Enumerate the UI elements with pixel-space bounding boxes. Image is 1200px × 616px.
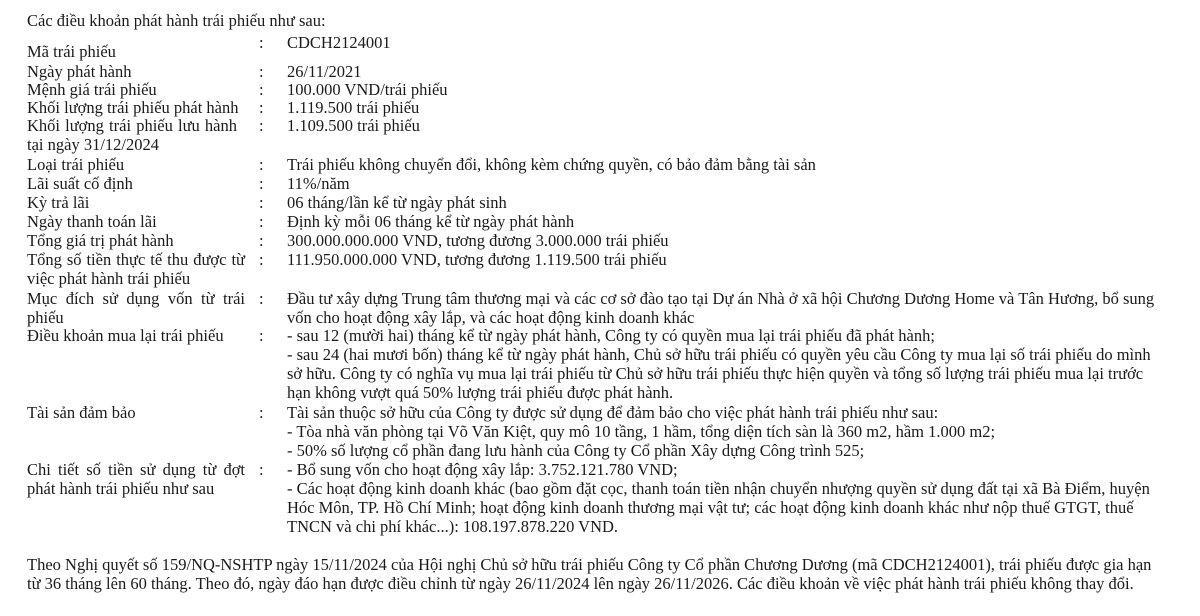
separator: : bbox=[259, 326, 264, 345]
term-label: Ngày thanh toán lãi bbox=[27, 212, 157, 231]
term-label: Loại trái phiếu bbox=[27, 155, 125, 174]
term-value: Đầu tư xây dựng Trung tâm thương mại và các cơ sở đào tạo tại Dự án Nhà ở xã hội Chương Dương Home và Tân Hương, bổ sung vốn cho hoạt động xây lắp, và các hoạt động kinh doanh khác bbox=[287, 289, 1155, 327]
term-label: Kỳ trả lãi bbox=[27, 193, 90, 212]
term-value: 1.119.500 trái phiếu bbox=[287, 98, 420, 117]
term-label: Mã trái phiếu bbox=[27, 42, 116, 61]
term-value: 06 tháng/lần kể từ ngày phát sinh bbox=[287, 193, 507, 212]
term-label: Mệnh giá trái phiếu bbox=[27, 80, 157, 99]
term-value: Định kỳ mỗi 06 tháng kể từ ngày phát hành bbox=[287, 212, 575, 231]
separator: : bbox=[259, 80, 264, 99]
term-value: 300.000.000.000 VND, tương đương 3.000.000 trái phiếu bbox=[287, 231, 669, 250]
term-label: Khối lượng trái phiếu lưu hành tại ngày 31/12/2024 bbox=[27, 116, 237, 154]
separator: : bbox=[259, 250, 264, 269]
intro-heading: Các điều khoản phát hành trái phiếu như sau: bbox=[27, 11, 326, 30]
separator: : bbox=[259, 33, 264, 52]
separator: : bbox=[259, 212, 264, 231]
term-value: 26/11/2021 bbox=[287, 62, 362, 81]
term-value: - sau 12 (mười hai) tháng kể từ ngày phát hành, Công ty có quyền mua lại trái phiếu đã phát hành; - sau 24 (hai mươi bốn) tháng kể từ ngày phát hành, Chủ sở hữu trái phiếu có quyền yêu cầu Công ty mua lại số trái phiếu do mình sở hữu. Công ty có nghĩa vụ mua lại trái phiếu từ Chủ sở hữu trái phiếu thực hiện quyền và tổng số lượng trái phiếu mua lại trước hạn không vượt quá 50% lượng trái phiếu được phát hành. bbox=[287, 326, 1151, 402]
term-value: CDCH2124001 bbox=[287, 33, 391, 52]
separator: : bbox=[259, 98, 264, 117]
term-label: Khối lượng trái phiếu phát hành bbox=[27, 98, 239, 117]
term-value: 100.000 VND/trái phiếu bbox=[287, 80, 448, 99]
term-value: 11%/năm bbox=[287, 174, 350, 193]
term-label: Tổng giá trị phát hành bbox=[27, 231, 174, 250]
term-value: - Bổ sung vốn cho hoạt động xây lắp: 3.752.121.780 VND; - Các hoạt động kinh doanh khác (bao gồm đặt cọc, thanh toán tiền nhận chuyển nhượng quyền sử dụng đất tại xã Bà Điểm, huyện Hóc Môn, TP. Hồ Chí Minh; hoạt động kinh doanh thương mại vật tư; các hoạt động kinh doanh khác như nộp thuế GTGT, thuế TNCN và chi phí khác...): 108.197.878.220 VND. bbox=[287, 460, 1150, 536]
term-value: 1.109.500 trái phiếu bbox=[287, 116, 420, 135]
term-value: 111.950.000.000 VND, tương đương 1.119.500 trái phiếu bbox=[287, 250, 667, 269]
term-label: Điều khoản mua lại trái phiếu bbox=[27, 326, 224, 345]
separator: : bbox=[259, 231, 264, 250]
term-label: Tổng số tiền thực tế thu được từ việc phát hành trái phiếu bbox=[27, 250, 245, 288]
separator: : bbox=[259, 62, 264, 81]
term-label: Mục đích sử dụng vốn từ trái phiếu bbox=[27, 289, 245, 327]
term-value: Tài sản thuộc sở hữu của Công ty được sử dụng để đảm bảo cho việc phát hành trái phiếu như sau: - Tòa nhà văn phòng tại Võ Văn Kiệt, quy mô 10 tầng, 1 hầm, tổng diện tích sàn là 360 m2, hầm 1.000 m2; - 50% số lượng cổ phần đang lưu hành của Công ty Cổ phần Xây dựng Công trình 525; bbox=[287, 403, 996, 460]
separator: : bbox=[259, 174, 264, 193]
term-label: Lãi suất cố định bbox=[27, 174, 133, 193]
extension-note-paragraph: Theo Nghị quyết số 159/NQ-NSHTP ngày 15/11/2024 của Hội nghị Chủ sở hữu trái phiếu Công ty Cổ phần Chương Dương (mã CDCH2124001), trái phiếu được gia hạn từ 36 tháng lên 60 tháng. Theo đó, ngày đáo hạn được điều chỉnh từ ngày 26/11/2024 lên ngày 26/11/2026. Các điều khoản về việc phát hành trái phiếu không thay đổi. bbox=[27, 555, 1152, 593]
separator: : bbox=[259, 460, 264, 479]
separator: : bbox=[259, 116, 264, 135]
separator: : bbox=[259, 155, 264, 174]
separator: : bbox=[259, 289, 264, 308]
term-value: Trái phiếu không chuyển đổi, không kèm chứng quyền, có bảo đảm bằng tài sản bbox=[287, 155, 816, 174]
separator: : bbox=[259, 403, 264, 422]
term-label: Tài sản đảm bảo bbox=[27, 403, 136, 422]
term-label: Chi tiết số tiền sử dụng từ đợt phát hành trái phiếu như sau bbox=[27, 460, 245, 498]
separator: : bbox=[259, 193, 264, 212]
term-label: Ngày phát hành bbox=[27, 62, 132, 81]
